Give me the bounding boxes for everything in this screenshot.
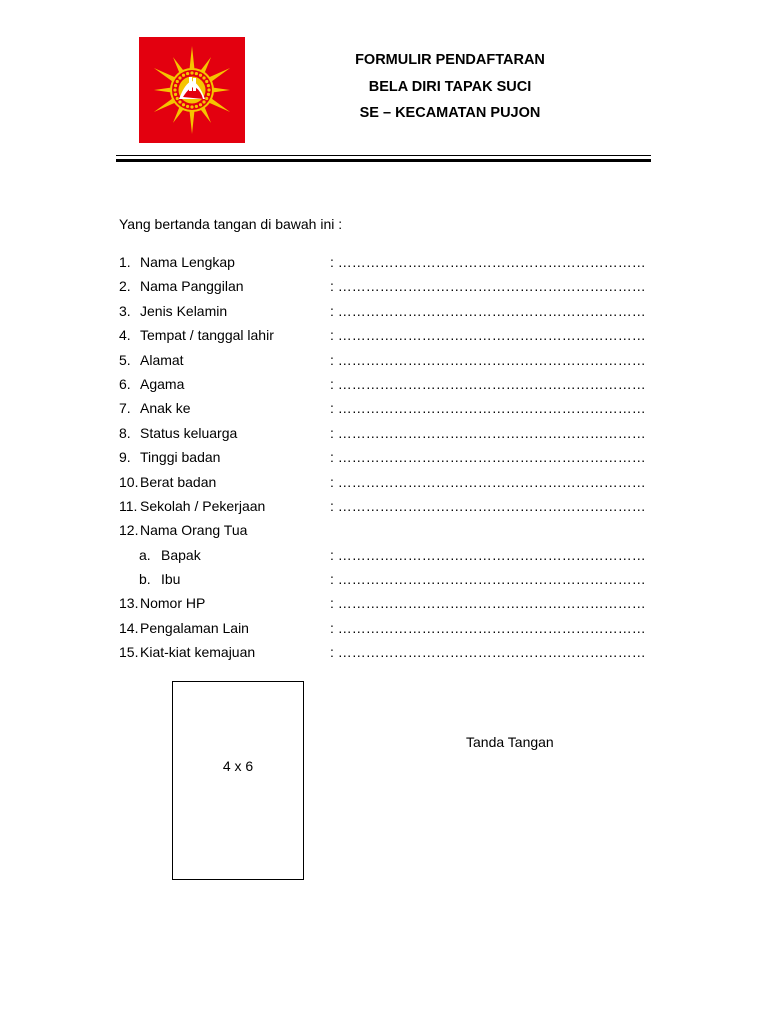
sun-bead [205, 97, 208, 100]
sun-bead [207, 93, 210, 96]
field-blank[interactable]: : ………………………………………………………… [330, 546, 646, 563]
signature-label: Tanda Tangan [466, 734, 554, 750]
field-label: Nama Lengkap [140, 254, 235, 270]
sun-emblem-icon [139, 37, 245, 143]
field-blank[interactable]: : ………………………………………………………… [330, 278, 646, 295]
field-label: Sekolah / Pekerjaan [140, 497, 266, 514]
header-divider-thick [116, 159, 651, 162]
sun-bead [205, 80, 208, 83]
sun-bead [207, 88, 210, 91]
field-row-sekolah-pekerjaan [119, 497, 659, 521]
field-blank[interactable]: : ………………………………………………………… [330, 473, 646, 490]
field-label: Kiat-kiat kemajuan [140, 644, 256, 661]
sun-bead [178, 100, 181, 103]
field-number: 3. [119, 302, 131, 319]
header-divider-thin [116, 155, 651, 156]
field-row-agama [119, 375, 659, 399]
field-number: 8. [119, 424, 131, 441]
field-row-ibu [119, 570, 659, 594]
sun-bead [182, 103, 185, 106]
field-blank[interactable]: : ………………………………………………………… [330, 571, 646, 588]
field-blank[interactable]: : ………………………………………………………… [330, 497, 646, 514]
field-blank[interactable]: : ………………………………………………………… [330, 595, 646, 612]
field-label: Tempat / tanggal lahir [140, 327, 274, 344]
field-blank[interactable]: : ………………………………………………………… [330, 254, 646, 270]
form-title [300, 50, 600, 130]
sun-bead [202, 76, 205, 79]
sun-bead [174, 84, 177, 87]
field-row-pengalaman-lain [119, 619, 659, 643]
field-label: Nama Orang Tua [140, 522, 248, 539]
field-label: Nama Panggilan [140, 278, 244, 295]
field-number: 5. [119, 351, 131, 368]
field-row-tempat-tanggal-lahir [119, 326, 659, 350]
field-row-tinggi-badan [119, 448, 659, 472]
sun-bead [174, 93, 177, 96]
field-blank[interactable]: : ………………………………………………………… [330, 619, 646, 636]
field-row-nama-lengkap [119, 253, 659, 277]
title-line-2: BELA DIRI TAPAK SUCI [368, 78, 532, 95]
field-number: 2. [119, 278, 131, 295]
sun-bead [182, 74, 185, 77]
field-label: Berat badan [140, 473, 217, 490]
sun-bead [176, 80, 179, 83]
sun-bead [202, 100, 205, 103]
field-label: Agama [140, 375, 185, 392]
field-blank[interactable]: : ………………………………………………………… [330, 327, 646, 344]
field-number: 9. [119, 449, 131, 466]
field-number: 10. [119, 473, 139, 490]
photo-box[interactable] [172, 681, 304, 880]
field-row-alamat [119, 351, 659, 375]
field-number: 15. [119, 644, 139, 661]
sun-bead [195, 105, 198, 108]
field-row-nama-orang-tua [119, 521, 659, 545]
field-number: b. [139, 571, 151, 588]
field-number: 14. [119, 619, 139, 636]
field-row-berat-badan [119, 473, 659, 497]
field-number: 12. [119, 522, 139, 539]
field-number: 13. [119, 595, 139, 612]
field-blank[interactable]: : ………………………………………………………… [330, 644, 646, 661]
field-label: Alamat [140, 351, 184, 368]
field-number: a. [139, 546, 151, 563]
tapak-suci-logo [139, 37, 245, 143]
field-label: Anak ke [140, 400, 191, 417]
field-label: Nomor HP [140, 595, 206, 612]
photo-size-label: 4 x 6 [222, 758, 254, 774]
field-row-status-keluarga [119, 424, 659, 448]
field-number: 11. [119, 497, 138, 514]
sun-bead [186, 72, 189, 75]
field-label: Ibu [161, 571, 181, 588]
title-line-1: FORMULIR PENDAFTARAN [355, 52, 545, 68]
sun-bead [190, 105, 193, 108]
field-label: Tinggi badan [140, 449, 221, 466]
field-number: 4. [119, 327, 131, 344]
registration-form [119, 253, 659, 668]
field-label: Pengalaman Lain [140, 619, 249, 636]
field-number: 7. [119, 400, 131, 417]
field-blank[interactable]: : ………………………………………………………… [330, 400, 646, 417]
field-label: Jenis Kelamin [140, 302, 228, 319]
sun-bead [173, 88, 176, 91]
field-number: 6. [119, 375, 131, 392]
sun-bead [199, 103, 202, 106]
field-row-anak-ke [119, 399, 659, 423]
field-blank[interactable]: : ………………………………………………………… [330, 375, 646, 392]
sun-bead [176, 97, 179, 100]
field-row-nomor-hp [119, 594, 659, 618]
title-line-3: SE – KECAMATAN PUJON [359, 105, 541, 121]
field-row-jenis-kelamin [119, 302, 659, 326]
sun-bead [199, 74, 202, 77]
sun-bead [178, 76, 181, 79]
intro-text: Yang bertanda tangan di bawah ini : [119, 216, 343, 232]
sun-bead [195, 72, 198, 75]
field-blank[interactable]: : ………………………………………………………… [330, 302, 646, 319]
field-row-nama-panggilan [119, 277, 659, 301]
field-blank[interactable]: : ………………………………………………………… [330, 424, 646, 441]
field-number: 1. [119, 254, 131, 270]
sun-bead [190, 71, 193, 74]
field-blank[interactable]: : ………………………………………………………… [330, 449, 646, 466]
field-row-kiat-kiat-kemajuan [119, 643, 659, 667]
sun-bead [207, 84, 210, 87]
field-label: Bapak [161, 546, 201, 563]
field-blank[interactable]: : ………………………………………………………… [330, 351, 646, 368]
field-row-bapak [119, 546, 659, 570]
field-label: Status keluarga [140, 424, 238, 441]
sun-bead [186, 105, 189, 108]
